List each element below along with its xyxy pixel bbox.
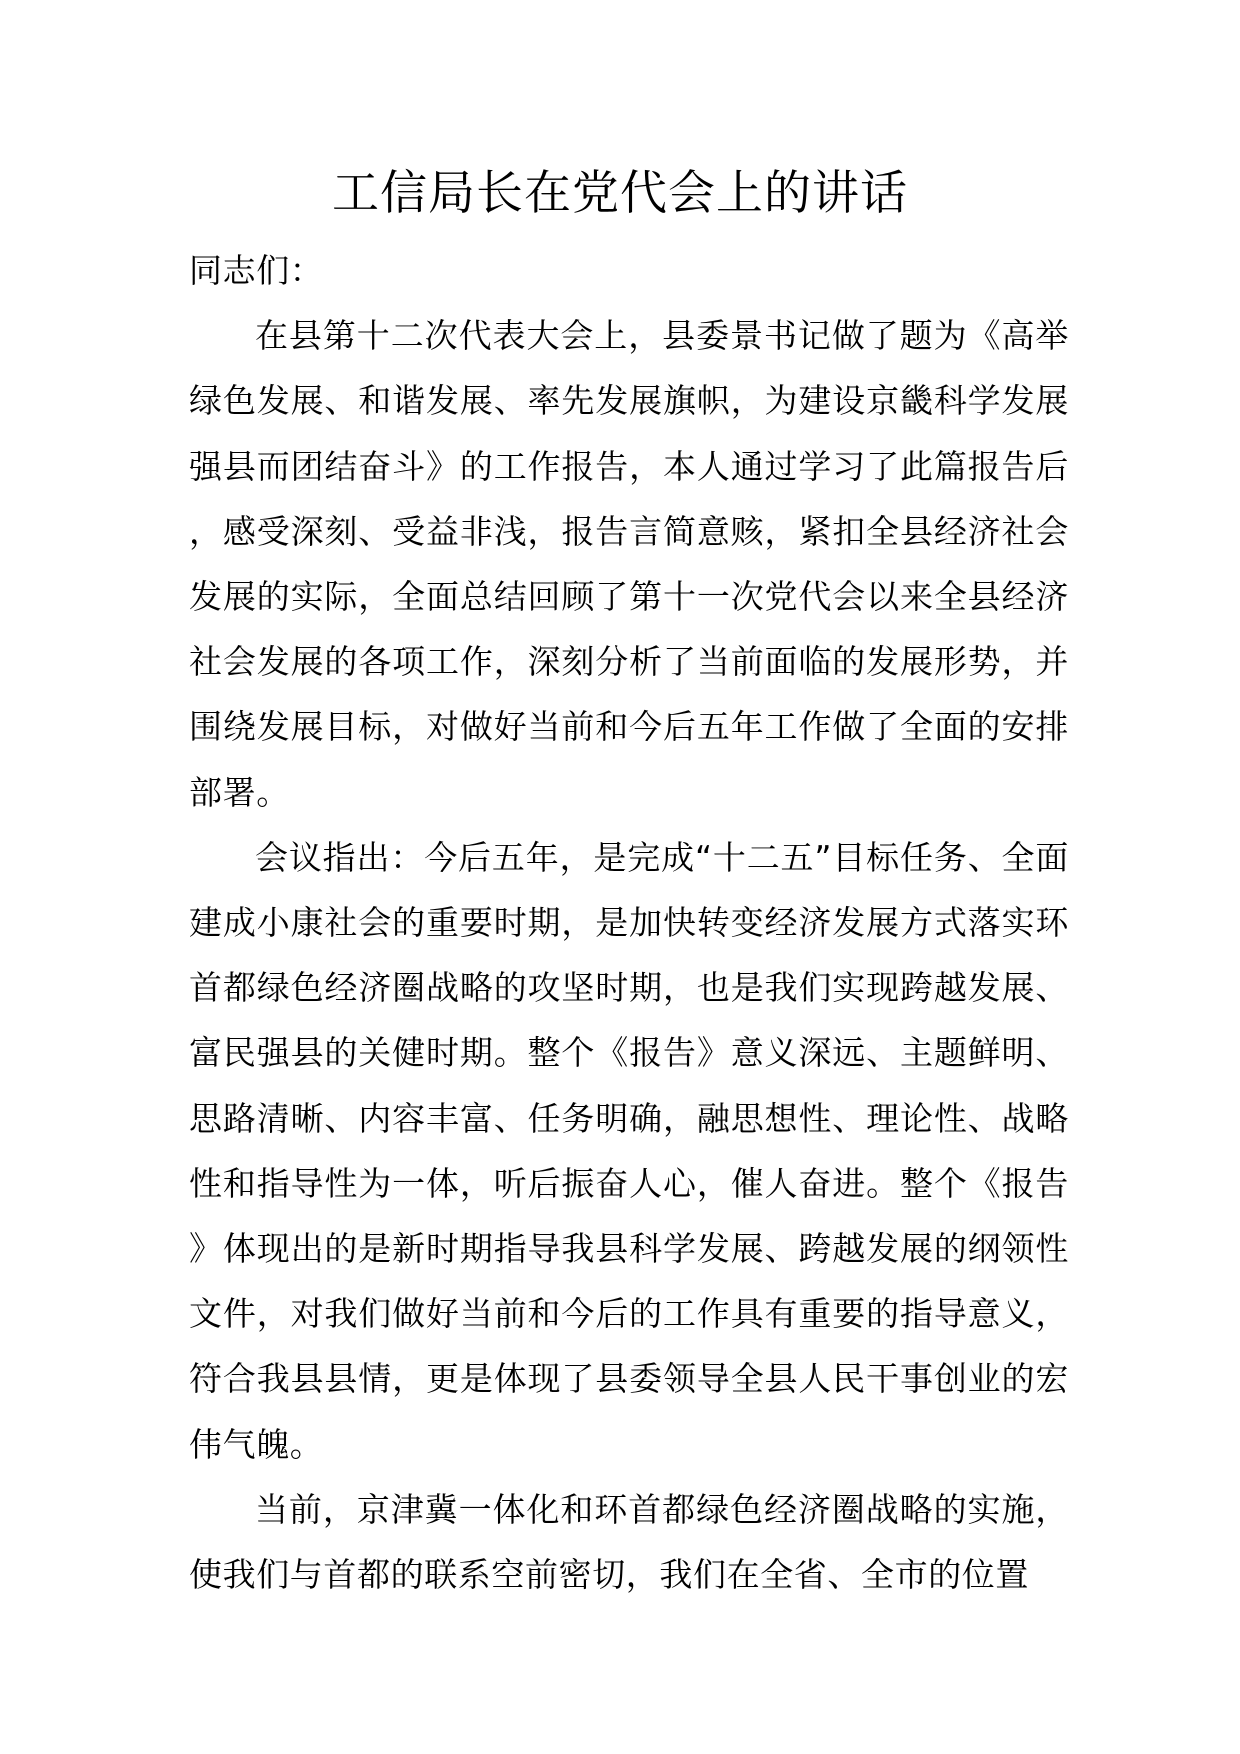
salutation: 同志们： <box>189 251 324 290</box>
paragraph-meeting-points: 会议指出：今后五年，是完成“十二五”目标任务、全面建成小康社会的重要时期，是加快转变经济发展方式落实环首都绿色经济圈战略的攻坚时期，也是我们实现跨越发展、富民强县的关健时期。整个《报告》意义深远、主题鲜明、思路清晰、内容丰富、任务明确，融思想性、理论性、战略性和指导性为一体，听后振奋人心，催人奋进。整个《报告》体现出的是新时期指导我县科学发展、跨越发展的纲领性文件，对我们做好当前和今后的工作具有重要的指导意义，符合我县县情，更是体现了县委领导全县人民干事创业的宏伟气魄。 <box>189 837 1069 1464</box>
document-body <box>189 238 1069 1607</box>
paragraph-current-situation: 当前，京津冀一体化和环首都绿色经济圈战略的实施，使我们与首都的联系空前密切，我们在全省、全市的位置 <box>189 1489 1069 1595</box>
paragraph-report-summary: 在县第十二次代表大会上，县委景书记做了题为《高举绿色发展、和谐发展、率先发展旗帜，为建设京畿科学发展强县而团结奋斗》的工作报告，本人通过学习了此篇报告后，感受深刻、受益非浅，报告言简意赅，紧扣全县经济社会发展的实际，全面总结回顾了第十一次党代会以来全县经济社会发展的各项工作，深刻分析了当前面临的发展形势，并围绕发展目标，对做好当前和今后五年工作做了全面的安排部署。 <box>189 316 1069 812</box>
document-title: 工信局长在党代会上的讲话 <box>332 166 908 221</box>
